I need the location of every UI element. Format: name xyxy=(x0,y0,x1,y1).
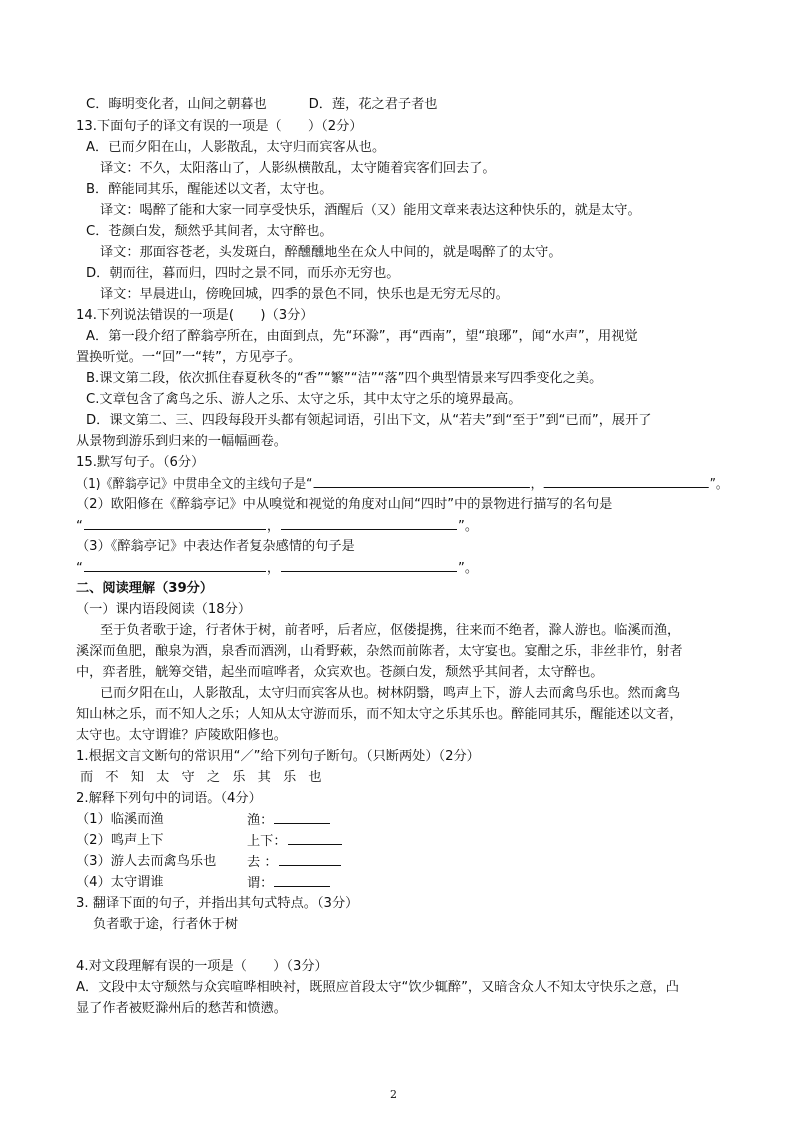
option-d: D．莲，花之君子者也 xyxy=(308,97,438,112)
q2-item-4: （4）太守谓谁 xyxy=(76,875,164,890)
passage-line: 已而夕阳在山，人影散乱，太守归而宾客从也。树林阴翳，鸣声上下，游人去而禽鸟乐也。然而禽鸟 xyxy=(100,686,681,701)
q4-option-a: A．文段中太守颓然与众宾喧哗相映衬，既照应首段太守“饮少辄醉”，又暗含众人不知太守快乐之意，凸 xyxy=(76,980,679,995)
answer-blank[interactable] xyxy=(279,852,341,866)
q15-part-2: （2）欧阳修在《醉翁亭记》中从嗅觉和视觉的角度对山间“四时”中的景物进行描写的名句是 xyxy=(76,497,613,512)
answer-blank[interactable] xyxy=(313,474,529,488)
q13-translation-b: 译文：喝醉了能和大家一同享受快乐，酒醒后（又）能用文章来表达这种快乐的，就是太守。 xyxy=(100,203,641,218)
q14-option-d-cont: 从景物到游乐到归来的一幅幅画卷。 xyxy=(76,434,287,449)
page-number: 2 xyxy=(390,1088,397,1101)
question-3: 3. 翻译下面的句子，并指出其句式特点。（3分） xyxy=(76,896,359,911)
q14-option-a-cont: 置换听觉。一“回”一“转”，方见亭子。 xyxy=(76,350,302,365)
q13-option-d: D．朝而往，暮而归，四时之景不同，而乐亦无穷也。 xyxy=(86,266,400,281)
answer-blank[interactable] xyxy=(281,558,457,572)
q3-sentence: 负者歌于途，行者休于树 xyxy=(93,917,239,932)
q13-translation-d: 译文：早晨进山，傍晚回城，四季的景色不同，快乐也是无穷无尽的。 xyxy=(100,287,509,302)
section-reading-heading: 二、阅读理解（39分） xyxy=(76,581,214,596)
q2-item-3-answer: 去 ： xyxy=(247,852,342,872)
answer-blank[interactable] xyxy=(274,810,330,824)
answer-blank[interactable] xyxy=(544,474,709,488)
q14-option-c: C.文章包含了禽鸟之乐、游人之乐、太守之乐，其中太守之乐的境界最高。 xyxy=(86,392,522,407)
passage-line: 中，弈者胜，觥筹交错，起坐而喧哗者，众宾欢也。苍颜白发，颓然乎其间者，太守醉也。 xyxy=(76,665,604,680)
q2-item-3: （3）游人去而禽鸟乐也 xyxy=(76,854,217,869)
question-2: 2.解释下列句中的词语。（4分） xyxy=(76,791,262,806)
q13-translation-a: 译文：不久，太阳落山了，人影纵横散乱，太守随着宾客们回去了。 xyxy=(100,161,496,176)
option-c: C．晦明变化者，山间之朝暮也 xyxy=(86,97,267,112)
q13-option-a: A．已而夕阳在山，人影散乱，太守归而宾客从也。 xyxy=(86,140,386,155)
answer-blank[interactable] xyxy=(274,873,330,887)
q2-item-2: （2）鸣声上下 xyxy=(76,833,164,848)
answer-blank[interactable] xyxy=(84,558,266,572)
q14-option-d: D．课文第二、三、四段每段开头都有领起词语，引出下文，从“若夫”到“至于”到“已而”，展开了 xyxy=(86,413,652,428)
q2-item-1: （1）临溪而渔 xyxy=(76,812,164,827)
q13-option-c: C．苍颜白发，颓然乎其间者，太守醉也。 xyxy=(86,224,333,239)
q15-part-3: （3）《醉翁亭记》中表达作者复杂感情的句子是 xyxy=(76,539,355,554)
passage-line: 知山林之乐，而不知人之乐；人知从太守游而乐，而不知太守之乐其乐也。醉能同其乐，醒能述以文者， xyxy=(76,707,683,722)
passage-line: 太守也。太守谓谁？庐陵欧阳修也。 xyxy=(76,728,287,743)
q15-part-1: （1)《醉翁亭记》中贯串全文的主线句子是“ ， ”。 xyxy=(76,474,728,494)
q13-option-b: B．醉能同其乐，醒能述以文者，太守也。 xyxy=(86,182,333,197)
q13-translation-c: 译文：那面容苍老，头发斑白，醉醺醺地坐在众人中间的，就是喝醉了的太守。 xyxy=(100,245,562,260)
subsection-heading: （一）课内语段阅读（18分） xyxy=(76,602,252,617)
passage-line: 至于负者歌于途，行者休于树，前者呼，后者应，伛偻提携，往来而不绝者，滁人游也。临溪而渔， xyxy=(100,623,681,638)
option-c-line xyxy=(86,95,438,115)
passage-line: 溪深而鱼肥，酿泉为酒，泉香而酒洌，山肴野蔌，杂然而前陈者，太守宴也。宴酣之乐，非丝非竹，射者 xyxy=(76,644,683,659)
q2-item-4-answer: 谓： xyxy=(247,873,331,893)
q15-part-3-blanks: “ ， ”。 xyxy=(76,558,478,578)
question-15: 15.默写句子。（6分） xyxy=(76,455,205,470)
sentence-to-punctuate: 而 不 知 太 守 之 乐 其 乐 也 xyxy=(80,770,326,785)
question-14: 14.下列说法错误的一项是( )（3分） xyxy=(76,308,314,323)
answer-blank[interactable] xyxy=(281,516,457,530)
q15-part-2-blanks: “ ， ”。 xyxy=(76,516,478,536)
question-13: 13.下面句子的译文有误的一项是（ ）（2分） xyxy=(76,119,363,134)
q14-option-a: A．第一段介绍了醉翁亭所在，由面到点，先“环滁”，再“西南”，望“琅琊”，闻“水声”，用视觉 xyxy=(86,329,638,344)
question-4: 4.对文段理解有误的一项是（ ）（3分） xyxy=(76,959,328,974)
question-1: 1.根据文言文断句的常识用“／”给下列句子断句。（只断两处）（2分） xyxy=(76,749,480,764)
answer-blank[interactable] xyxy=(288,831,342,845)
q2-item-2-answer: 上下： xyxy=(247,831,343,851)
q4-option-a-cont: 显了作者被贬滁州后的愁苦和愤懑。 xyxy=(76,1001,287,1016)
answer-blank[interactable] xyxy=(84,516,266,530)
q2-item-1-answer: 渔： xyxy=(247,810,331,830)
q14-option-b: B.课文第二段，依次抓住春夏秋冬的“香”“繁”“洁”“落”四个典型情景来写四季变化之美。 xyxy=(86,371,603,386)
